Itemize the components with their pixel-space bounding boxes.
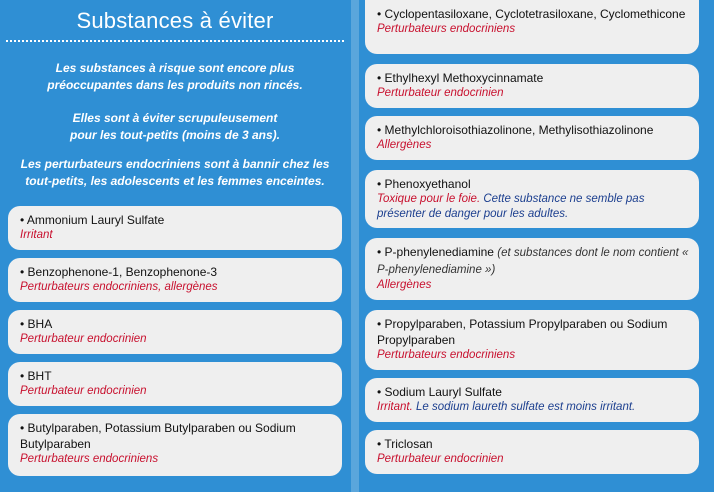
- substance-name: • Propylparaben, Potassium Propylparaben ou Sodium Propylparaben: [377, 316, 689, 348]
- substance-name: • Sodium Lauryl Sulfate: [377, 384, 689, 400]
- substance-effect: Perturbateurs endocriniens, allergènes: [20, 281, 218, 293]
- substance-name: • Butylparaben, Potassium Butylparaben ou Sodium Butylparaben: [20, 420, 332, 452]
- substance-name: • Cyclopentasiloxane, Cyclotetrasiloxane, Cyclomethicone: [377, 6, 689, 22]
- list-item: [365, 238, 699, 300]
- list-item: [365, 310, 699, 370]
- substance-name-note: (et substances dont le nom contient « P-phenylenediamine »): [377, 247, 689, 276]
- dotted-divider: [6, 40, 344, 42]
- substance-name: • Ammonium Lauryl Sulfate: [20, 212, 332, 228]
- substance-effect: Perturbateur endocrinien: [377, 453, 504, 465]
- substance-name: • Triclosan: [377, 436, 689, 452]
- list-item: [365, 170, 699, 228]
- substance-effect: Perturbateur endocrinien: [20, 333, 147, 345]
- substance-effect: Irritant.: [377, 401, 413, 413]
- list-item: [365, 0, 699, 54]
- substance-effect: Perturbateurs endocriniens: [377, 23, 516, 35]
- list-item: [8, 206, 342, 250]
- substance-effect: Perturbateurs endocriniens: [377, 349, 516, 361]
- substance-name: P-phenylenediamine: [384, 245, 494, 259]
- right-column: [359, 0, 714, 492]
- column-divider: [351, 0, 359, 492]
- substance-effect: Perturbateur endocrinien: [20, 385, 147, 397]
- substance-name: • Phenoxyethanol: [377, 176, 689, 192]
- substance-effect: Irritant: [20, 229, 53, 241]
- substance-name: • Benzophenone-1, Benzophenone-3: [20, 264, 332, 280]
- substance-name: • Methylchloroisothiazolinone, Methylisothiazolinone: [377, 122, 689, 138]
- substance-effect: Allergènes: [377, 139, 432, 151]
- list-item: [365, 116, 699, 160]
- list-item: [365, 378, 699, 422]
- substance-effect: Perturbateur endocrinien: [377, 87, 504, 99]
- substance-name: • BHT: [20, 368, 332, 384]
- substance-extra-note: Cette substance ne semble pas présenter de danger pour les adultes.: [377, 193, 645, 220]
- list-item: [8, 258, 342, 302]
- list-item: [8, 310, 342, 354]
- substance-effect: Perturbateurs endocriniens: [20, 453, 159, 465]
- substance-name: • BHA: [20, 316, 332, 332]
- intro-paragraph-3: Les perturbateurs endocriniens sont à bannir chez les tout-petits, les adolescents et les femmes enceintes.: [20, 157, 330, 188]
- list-item: [8, 414, 342, 476]
- intro-paragraph-2: Elles sont à éviter scrupuleusement pour les tout-petits (moins de 3 ans).: [69, 111, 281, 142]
- substance-extra-note: Le sodium laureth sulfate est moins irritant.: [416, 401, 636, 413]
- substance-effect: Toxique pour le foie.: [377, 193, 481, 205]
- left-column: [0, 0, 350, 492]
- intro-paragraph-1: Les substances à risque sont encore plus préoccupantes dans les produits non rincés.: [47, 61, 303, 92]
- page-title: Substances à éviter: [76, 8, 274, 33]
- list-item: [365, 64, 699, 108]
- substance-effect: Allergènes: [377, 279, 432, 291]
- list-item: [8, 362, 342, 406]
- substance-name: • Ethylhexyl Methoxycinnamate: [377, 70, 689, 86]
- list-item: [365, 430, 699, 474]
